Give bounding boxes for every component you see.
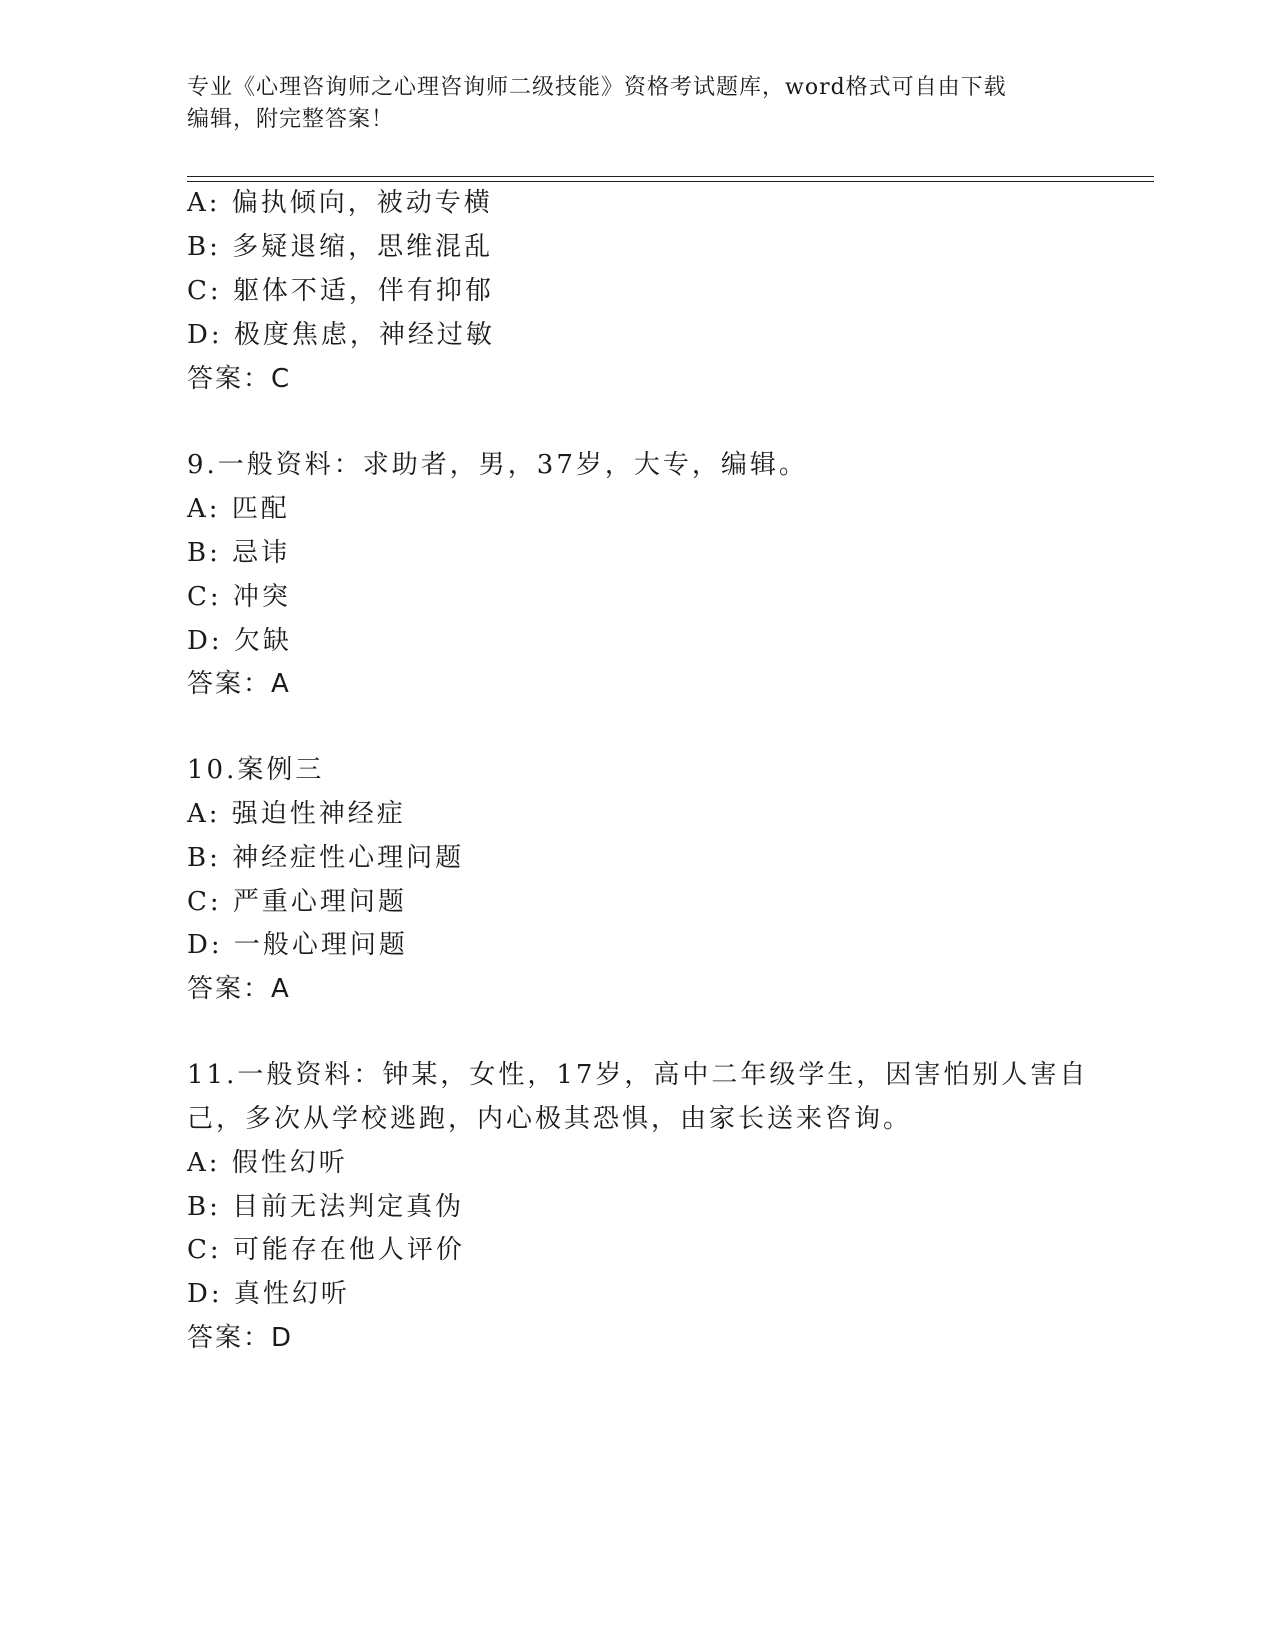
q9-option-d: D: 欠缺 <box>187 626 292 656</box>
q11-option-c: C: 可能存在他人评价 <box>187 1235 465 1265</box>
q9-option-a: A: 匹配 <box>187 494 290 524</box>
q9-stem: 9.一般资料：求助者，男，37岁，大专，编辑。 <box>187 450 808 480</box>
header-line-1: 专业《心理咨询师之心理咨询师二级技能》资格考试题库，word格式可自由下载 <box>187 75 1007 100</box>
q10-option-b: B: 神经症性心理问题 <box>187 843 465 873</box>
q9-option-c: C: 冲突 <box>187 582 291 612</box>
q9-option-b: B: 忌讳 <box>187 538 291 568</box>
q10-option-c: C: 严重心理问题 <box>187 887 407 917</box>
q10-answer: 答案：A <box>187 974 291 1004</box>
q11-option-a: A: 假性幻听 <box>187 1148 348 1178</box>
q8-option-c: C: 躯体不适，伴有抑郁 <box>187 276 494 306</box>
q10-stem: 10.案例三 <box>187 755 325 785</box>
q11-stem-line-2: 己，多次从学校逃跑，内心极其恐惧，由家长送来咨询。 <box>187 1104 913 1134</box>
q10-option-d: D: 一般心理问题 <box>187 930 408 960</box>
q8-option-b: B: 多疑退缩，思维混乱 <box>187 232 494 262</box>
q11-option-b: B: 目前无法判定真伪 <box>187 1192 465 1222</box>
q9-answer: 答案：A <box>187 669 291 699</box>
header-line-2: 编辑，附完整答案！ <box>187 107 395 132</box>
q11-answer: 答案：D <box>187 1323 294 1353</box>
q10-option-a: A: 强迫性神经症 <box>187 799 406 829</box>
header-divider-top <box>187 176 1154 177</box>
q8-option-a: A: 偏执倾向，被动专横 <box>187 188 493 218</box>
q8-answer: 答案：C <box>187 364 292 394</box>
q8-option-d: D: 极度焦虑，神经过敏 <box>187 320 495 350</box>
header-divider-bottom <box>187 181 1154 182</box>
q11-option-d: D: 真性幻听 <box>187 1279 350 1309</box>
q11-stem-line-1: 11.一般资料：钟某，女性，17岁，高中二年级学生，因害怕别人害自 <box>187 1060 1089 1090</box>
document-header <box>187 72 1087 136</box>
